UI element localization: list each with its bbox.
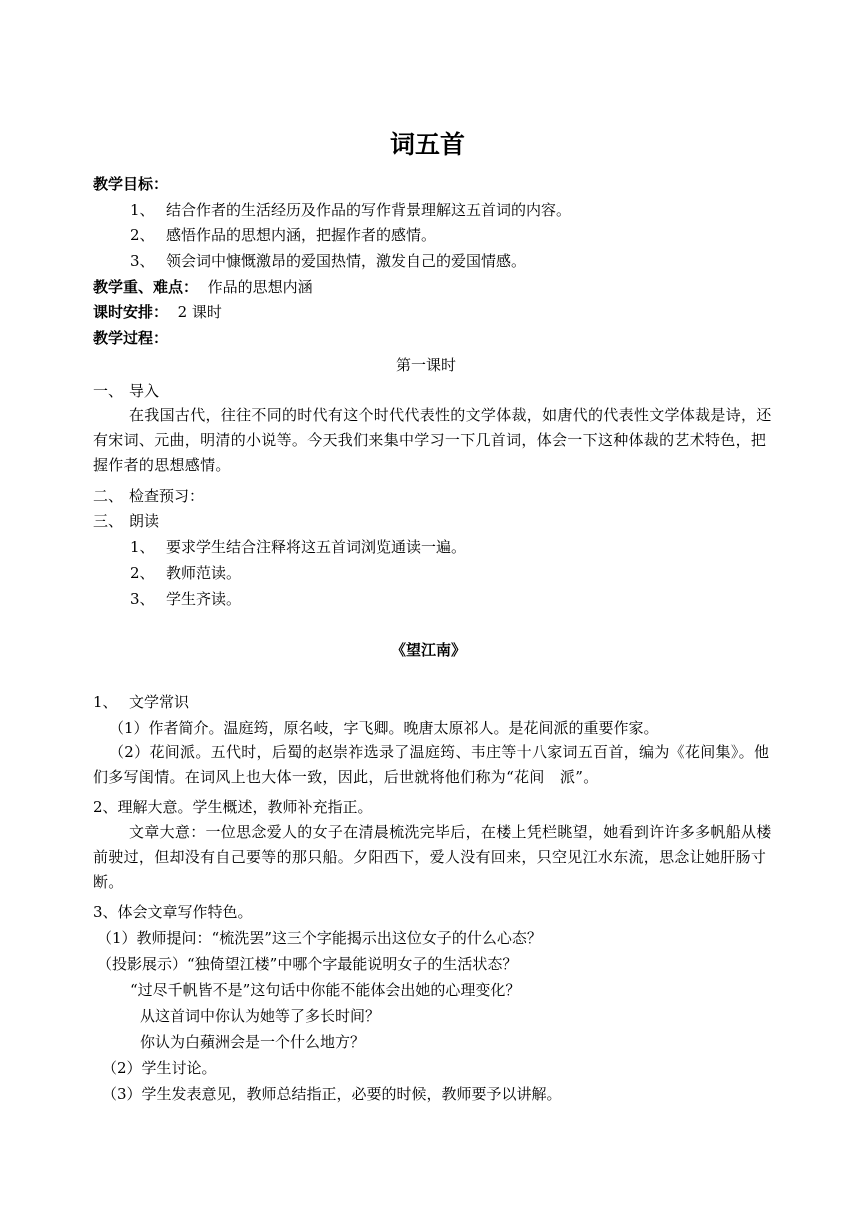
key-points-value: 作品的思想内涵 (207, 278, 313, 296)
reading-step (130, 563, 241, 583)
schedule-line (93, 302, 222, 322)
step-text: 教师范读。 (166, 564, 242, 582)
intro-paragraph: 在我国古代，往往不同的时代有这个时代代表性的文学体裁，如唐代的代表性文学体裁是诗，还有宋词、元曲，明清的小说等。今天我们来集中学习一下几首词，体会一下这种体裁的艺术特色，把握作者的思想感情。 (93, 406, 772, 474)
question-line: （1）教师提问：“梳洗罢”这三个字能揭示出这位女子的什么心态？ (97, 929, 542, 947)
lit-text: 文学常识 (129, 693, 190, 711)
objective-number: 3、 (130, 252, 155, 270)
objective-number: 2、 (130, 226, 155, 244)
section-number: 二、 (93, 487, 124, 505)
author-line: （1）作者简介。温庭筠，原名岐，字飞卿。晚唐太原祁人。是花间派的重要作家。 (109, 719, 659, 737)
section-heading (93, 511, 159, 531)
question-line: 从这首词中你认为她等了多长时间？ (140, 1007, 381, 1025)
question-line: （投影展示）“独倚望江楼”中哪个字最能说明女子的生活状态？ (97, 955, 518, 973)
section-number: 一、 (93, 382, 124, 400)
schedule-value: 2 课时 (177, 303, 222, 321)
style-heading: 3、体会文章写作特色。 (93, 903, 253, 921)
step-text: 要求学生结合注释将这五首词浏览通读一遍。 (166, 538, 467, 556)
section-heading (93, 381, 159, 401)
poem-title: 《望江南》 (391, 641, 467, 659)
discuss-line: （2）学生讨论。 (102, 1059, 217, 1077)
objective-item (130, 225, 436, 245)
key-points-line (93, 277, 313, 297)
process-heading: 教学过程： (93, 329, 169, 347)
school-paragraph: （2）花间派。五代时，后蜀的赵崇祚选录了温庭筠、韦庄等十八家词五百首，编为《花间集》。他们多写闺情。在词风上也大体一致，因此，后世就将他们称为“花间 派”。 (93, 743, 770, 786)
objective-text: 感悟作品的思想内涵，把握作者的感情。 (166, 226, 437, 244)
section-text: 朗读 (129, 512, 160, 530)
question-line: “过尽千帆皆不是”这句话中你能不能体会出她的心理变化？ (130, 981, 521, 999)
summary-line: （3）学生发表意见，教师总结指正，必要的时候，教师要予以讲解。 (102, 1085, 562, 1103)
lit-number: 1、 (93, 693, 118, 711)
objective-text: 结合作者的生活经历及作品的写作背景理解这五首词的内容。 (166, 201, 572, 219)
objective-text: 领会词中慷慨激昂的爱国热情，激发自己的爱国情感。 (166, 252, 527, 270)
step-number: 1、 (130, 538, 155, 556)
lit-heading (93, 692, 189, 712)
section-text: 检查预习： (129, 487, 205, 505)
question-line: 你认为白蘋洲会是一个什么地方？ (140, 1033, 366, 1051)
objectives-heading: 教学目标： (93, 175, 169, 193)
section-text: 导入 (129, 382, 160, 400)
document-title: 词五首 (390, 130, 466, 159)
step-number: 2、 (130, 564, 155, 582)
objective-number: 1、 (130, 201, 155, 219)
reading-step (130, 589, 241, 609)
section-heading (93, 486, 204, 506)
step-text: 学生齐读。 (166, 590, 242, 608)
section-number: 三、 (93, 512, 124, 530)
key-points-label: 教学重、难点： (93, 278, 199, 296)
meaning-heading: 2、理解大意。学生概述，教师补充指正。 (93, 798, 373, 816)
step-number: 3、 (130, 590, 155, 608)
objective-item (130, 200, 571, 220)
schedule-label: 课时安排： (93, 303, 169, 321)
objective-item (130, 251, 526, 271)
meaning-paragraph: 文章大意：一位思念爱人的女子在清晨梳洗完毕后，在楼上凭栏眺望，她看到许许多多帆船从楼前驶过，但却没有自己要等的那只船。夕阳西下，爱人没有回来，只空见江水东流，思念让她肝肠寸断。 (93, 823, 772, 891)
reading-step (130, 537, 466, 557)
lesson-heading: 第一课时 (396, 356, 457, 374)
